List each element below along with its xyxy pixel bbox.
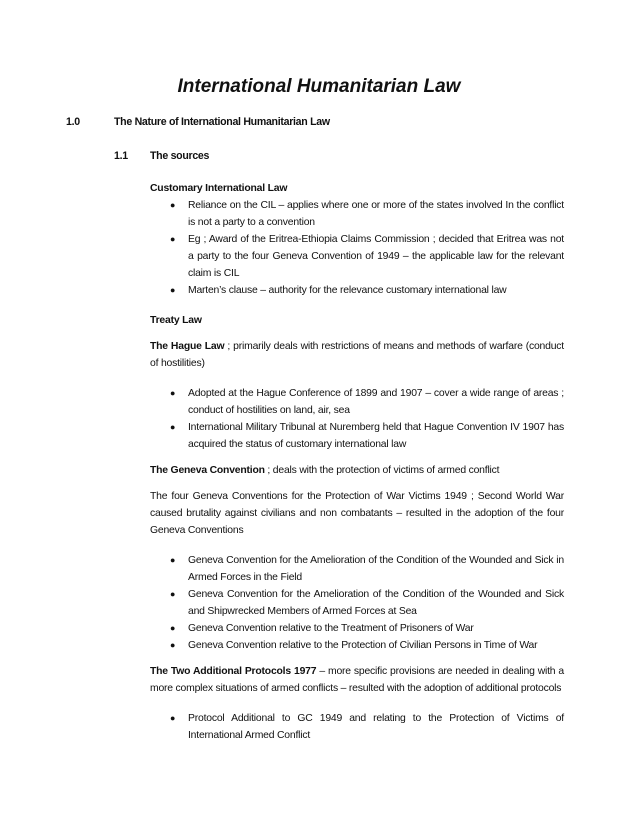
section-number: 1.0 xyxy=(66,116,80,128)
geneva-lead: The Geneva Convention xyxy=(150,465,265,476)
section-title: The Nature of International Humanitarian Law xyxy=(114,116,330,128)
customary-heading: Customary International Law xyxy=(150,183,288,194)
protocols-paragraph: The Two Additional Protocols 1977 – more specific provisions are needed in dealing with a more complex situations of armed conflicts – resulted with the adoption of additional protocols xyxy=(150,666,564,694)
geneva-list xyxy=(150,552,564,654)
bullet-icon: ● xyxy=(170,388,176,398)
bullet-icon: ● xyxy=(170,422,176,432)
geneva-paragraph: The four Geneva Conventions for the Protection of War Victims 1949 ; Second World War caused brutality against civilians and non combatants – resulted in the adoption of the four Geneva Conventions xyxy=(150,491,564,536)
list-item: ● Geneva Convention relative to the Protection of Civilian Persons in Time of War xyxy=(150,637,564,654)
bullet-icon: ● xyxy=(170,200,176,210)
document-title: International Humanitarian Law xyxy=(177,76,461,97)
list-item: ● Adopted at the Hague Conference of 1899 and 1907 – cover a wide range of areas ; conduct of hostilities on land, air, sea xyxy=(150,385,564,419)
bullet-icon: ● xyxy=(170,285,176,295)
bullet-icon: ● xyxy=(170,589,176,599)
list-item: ● International Military Tribunal at Nuremberg held that Hague Convention IV 1907 has acquired the status of customary international law xyxy=(150,419,564,453)
list-item: ● Protocol Additional to GC 1949 and relating to the Protection of Victims of International Armed Conflict xyxy=(150,710,564,744)
geneva-heading-paragraph: The Geneva Convention ; deals with the protection of victims of armed conflict xyxy=(150,465,500,476)
list-item: ● Marten’s clause – authority for the relevance customary international law xyxy=(150,282,564,299)
protocols-lead: The Two Additional Protocols 1977 xyxy=(150,666,317,677)
bullet-icon: ● xyxy=(170,713,176,723)
bullet-icon: ● xyxy=(170,623,176,633)
list-item: ● Geneva Convention for the Amelioration of the Condition of the Wounded and Sick in Armed Forces in the Field xyxy=(150,552,564,586)
list-item: ● Geneva Convention for the Amelioration of the Condition of the Wounded and Sick and Shipwrecked Members of Armed Forces at Sea xyxy=(150,586,564,620)
document-body xyxy=(150,180,564,744)
subsection-title: The sources xyxy=(150,150,210,162)
treaty-heading: Treaty Law xyxy=(150,315,202,326)
hague-paragraph: The Hague Law ; primarily deals with restrictions of means and methods of warfare (conduct of hostilities) xyxy=(150,341,564,369)
bullet-icon: ● xyxy=(170,555,176,565)
list-item: ● Eg ; Award of the Eritrea-Ethiopia Claims Commission ; decided that Eritrea was not a party to the four Geneva Convention of 1949 – the applicable law for the relevant claim is CIL xyxy=(150,231,564,282)
protocols-list xyxy=(150,710,564,744)
subsection-number: 1.1 xyxy=(114,150,128,162)
customary-list xyxy=(150,197,564,299)
bullet-icon: ● xyxy=(170,234,176,244)
hague-list xyxy=(150,385,564,453)
hague-lead: The Hague Law xyxy=(150,341,225,352)
list-item: ● Reliance on the CIL – applies where one or more of the states involved In the conflict is not a party to a convention xyxy=(150,197,564,231)
list-item: ● Geneva Convention relative to the Treatment of Prisoners of War xyxy=(150,620,564,637)
bullet-icon: ● xyxy=(170,640,176,650)
